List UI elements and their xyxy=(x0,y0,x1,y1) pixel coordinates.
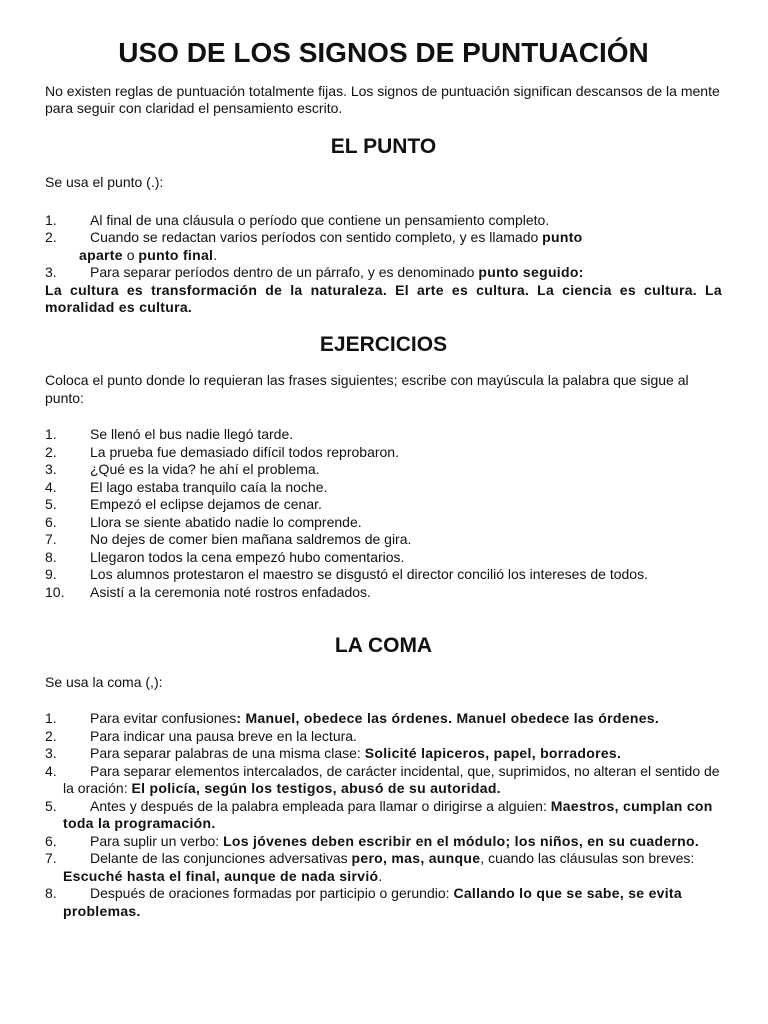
list-item xyxy=(45,566,722,584)
list-item xyxy=(45,426,722,444)
item-text: Para suplir un verbo: xyxy=(90,832,224,849)
item-bold: punto xyxy=(542,229,583,245)
item-number: 4. xyxy=(45,478,57,495)
list-item xyxy=(45,584,722,602)
list-item xyxy=(45,549,722,567)
item-text: Se llenó el bus nadie llegó tarde. xyxy=(90,426,294,442)
item-text: Para indicar una pausa breve en la lectura. xyxy=(90,727,357,744)
item-bold: Los jóvenes deben escribir en el módulo; los niños, en su cuaderno. xyxy=(223,832,700,849)
list-item xyxy=(45,229,722,264)
item-text: Llora se siente abatido nadie lo comprende. xyxy=(90,513,362,530)
list-item xyxy=(45,461,722,479)
item-text: ¿Qué es la vida? he ahí el problema. xyxy=(90,461,320,477)
item-bold: Solicité lapiceros, papel, borradores. xyxy=(364,745,622,761)
ejercicios-list xyxy=(45,426,722,601)
item-text: No dejes de comer bien mañana saldremos de gira. xyxy=(90,531,412,547)
item-number: 2. xyxy=(45,229,57,245)
list-item xyxy=(45,833,722,851)
spacer xyxy=(45,601,722,637)
item-number: 3. xyxy=(45,264,57,280)
item-bold: punto seguido: xyxy=(478,264,584,280)
item-number: 2. xyxy=(45,727,57,744)
item-number: 2. xyxy=(45,443,57,460)
item-number: 8. xyxy=(45,548,57,565)
item-bold: Maestros, cumplan con toda la programación. xyxy=(63,797,713,831)
item-text: o xyxy=(122,246,139,263)
item-text: El lago estaba tranquilo caía la noche. xyxy=(90,478,328,495)
item-text: Empezó el eclipse dejamos de cenar. xyxy=(90,496,322,512)
intro-paragraph: No existen reglas de puntuación totalmente fijas. Los signos de puntuación significan descansos de la mente para seguir con claridad el pensamiento escrito. xyxy=(45,82,720,116)
list-item xyxy=(45,763,722,798)
coma-list xyxy=(45,710,722,920)
item-number: 5. xyxy=(45,797,57,814)
list-item xyxy=(45,496,722,514)
list-item xyxy=(45,514,722,532)
item-text: Después de oraciones formadas por participio o gerundio: xyxy=(90,885,454,901)
item-text: . xyxy=(213,246,218,263)
item-number: 1. xyxy=(45,426,57,442)
item-number: 6. xyxy=(45,513,57,530)
item-text: Para separar elementos intercalados, de carácter incidental, que, suprimidos, no alteran el sentido de la oración: xyxy=(63,762,720,796)
list-item xyxy=(45,728,722,746)
item-text: Cuando se redactan varios períodos con sentido completo, y es llamado xyxy=(90,229,543,245)
list-item xyxy=(45,479,722,497)
item-number: 4. xyxy=(45,762,57,779)
item-number: 3. xyxy=(45,745,57,761)
item-bold: punto final xyxy=(138,246,214,263)
item-number: 3. xyxy=(45,461,57,477)
document-page xyxy=(45,37,722,920)
item-bold: Callando lo que se sabe, se evita problemas. xyxy=(63,885,682,919)
coma-lead: Se usa la coma (,): xyxy=(45,673,163,690)
item-number: 10. xyxy=(45,583,65,600)
item-bold: : Manuel, obedece las órdenes. Manuel obedece las órdenes. xyxy=(236,710,660,726)
item-text: Delante de las conjunciones adversativas xyxy=(90,850,352,866)
list-item xyxy=(45,798,722,833)
item-text: Al final de una cláusula o período que contiene un pensamiento completo. xyxy=(90,211,550,228)
document-title: USO DE LOS SIGNOS DE PUNTUACIÓN xyxy=(118,37,649,68)
punto-example: La cultura es transformación de la naturaleza. El arte es cultura. La ciencia es cultura. La moralidad es cultura. xyxy=(45,281,722,315)
item-text: Los alumnos protestaron el maestro se disgustó el director concilió los intereses de todos. xyxy=(90,566,648,582)
item-number: 9. xyxy=(45,566,57,582)
section-title-ejercicios: EJERCICIOS xyxy=(319,332,448,356)
section-title-coma: LA COMA xyxy=(334,634,433,657)
item-text: , cuando las cláusulas son breves: xyxy=(480,850,695,866)
item-text: La prueba fue demasiado difícil todos reprobaron. xyxy=(90,443,399,460)
item-number: 1. xyxy=(45,211,57,228)
item-bold: pero, mas, aunque xyxy=(351,850,481,866)
item-number: 8. xyxy=(45,885,57,901)
item-number: 5. xyxy=(45,496,57,512)
item-text: Llegaron todos la cena empezó hubo comentarios. xyxy=(90,548,405,565)
punto-list xyxy=(45,212,722,282)
item-bold: El policía, según los testigos, abusó de su autoridad. xyxy=(131,780,501,796)
ejercicios-lead: Coloca el punto donde lo requieran las frases siguientes; escribe con mayúscula la palabra que sigue al punto: xyxy=(45,372,689,406)
item-number: 7. xyxy=(45,531,57,547)
list-item xyxy=(45,710,722,728)
list-item xyxy=(45,212,722,230)
item-text: Asistí a la ceremonia noté rostros enfadados. xyxy=(90,583,371,600)
punto-lead: Se usa el punto (.): xyxy=(45,174,164,190)
section-title-punto: EL PUNTO xyxy=(330,134,437,158)
item-bold: aparte xyxy=(79,246,123,263)
list-item xyxy=(45,885,722,920)
item-number: 1. xyxy=(45,710,57,726)
item-text: Para separar períodos dentro de un párrafo, y es denominado xyxy=(90,264,479,280)
item-text: Antes y después de la palabra empleada para llamar o dirigirse a alguien: xyxy=(90,797,551,814)
list-item xyxy=(45,531,722,549)
list-item xyxy=(45,444,722,462)
item-text: . xyxy=(378,867,383,884)
list-item xyxy=(45,850,722,885)
list-item xyxy=(45,264,722,282)
item-text: Para evitar confusiones xyxy=(90,710,237,726)
list-item xyxy=(45,745,722,763)
item-bold: Escuché hasta el final, aunque de nada sirvió xyxy=(63,867,379,884)
item-number: 7. xyxy=(45,850,57,866)
item-number: 6. xyxy=(45,832,57,849)
item-text: Para separar palabras de una misma clase: xyxy=(90,745,365,761)
